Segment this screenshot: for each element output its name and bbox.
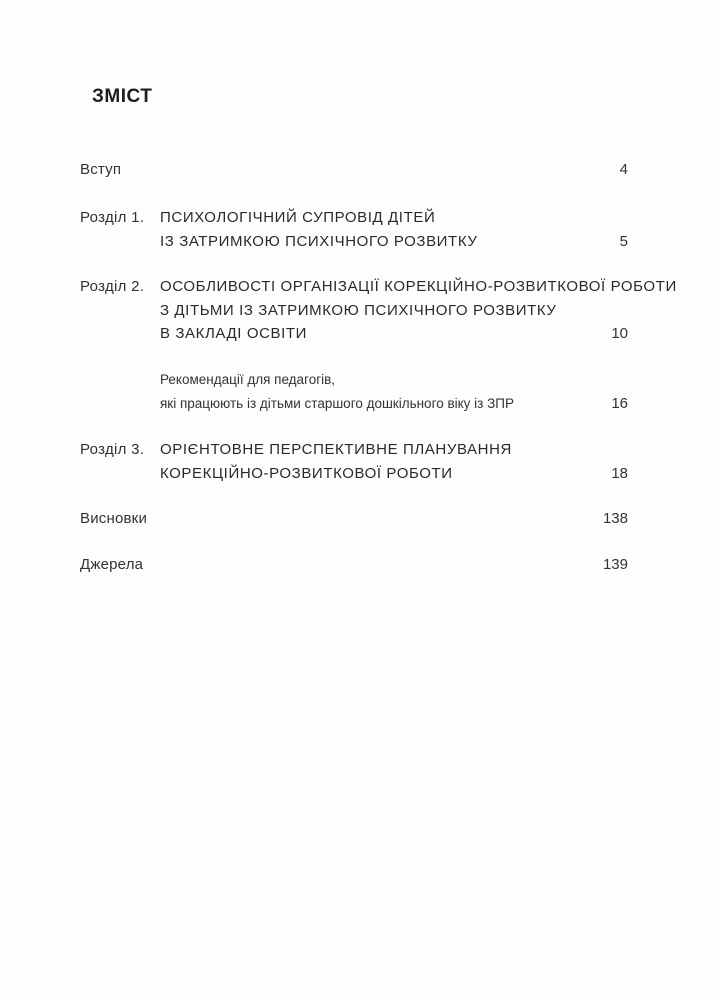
chapter-title-line: ІЗ ЗАТРИМКОЮ ПСИХІЧНОГО РОЗВИТКУ: [160, 232, 478, 250]
chapter-title-line: ПСИХОЛОГІЧНИЙ СУПРОВІД ДІТЕЙ: [160, 209, 436, 226]
toc-entry-recommendations[interactable]: [80, 368, 628, 415]
toc-entry-text: Висновки: [80, 510, 148, 527]
chapter-title-line: ОРІЄНТОВНЕ ПЕРСПЕКТИВНЕ ПЛАНУВАННЯ: [160, 441, 512, 458]
toc-entry-chapter-3[interactable]: [80, 438, 628, 485]
chapter-label: Розділ 3.: [80, 441, 145, 458]
toc-entry-chapter-2[interactable]: [80, 275, 677, 346]
toc-entry-chapter-1[interactable]: [80, 206, 628, 253]
toc-page-number: 10: [611, 325, 628, 342]
chapter-label: Розділ 2.: [80, 278, 145, 295]
chapter-title-line: В ЗАКЛАДІ ОСВІТИ: [160, 325, 308, 342]
page-title: ЗМІСТ: [92, 86, 153, 107]
subsection-title-line: які працюють із дітьми старшого дошкільного віку із ЗПР: [160, 395, 514, 411]
toc-page-number: 16: [611, 394, 628, 412]
toc-page-number: 138: [602, 510, 628, 527]
toc-page-number: 139: [602, 556, 628, 573]
toc-page-number: 5: [619, 232, 628, 250]
chapter-title-line: З ДІТЬМИ ІЗ ЗАТРИМКОЮ ПСИХІЧНОГО РОЗВИТКУ: [160, 301, 557, 319]
toc-page-number: 4: [619, 161, 628, 178]
toc-page-number: 18: [611, 464, 628, 482]
toc-entry-sources[interactable]: [80, 553, 628, 577]
toc-entry-text: Джерела: [80, 556, 144, 573]
toc-entry-text: Вступ: [80, 161, 122, 178]
chapter-title-line: КОРЕКЦІЙНО-РОЗВИТКОВОЇ РОБОТИ: [160, 464, 453, 482]
subsection-title-line: Рекомендації для педагогів,: [160, 372, 336, 387]
toc-entry-conclusions[interactable]: [80, 507, 628, 531]
chapter-label: Розділ 1.: [80, 209, 145, 226]
chapter-title-line: ОСОБЛИВОСТІ ОРГАНІЗАЦІЇ КОРЕКЦІЙНО-РОЗВИТКОВОЇ РОБОТИ: [160, 278, 677, 295]
toc-entry-intro[interactable]: [80, 158, 628, 182]
